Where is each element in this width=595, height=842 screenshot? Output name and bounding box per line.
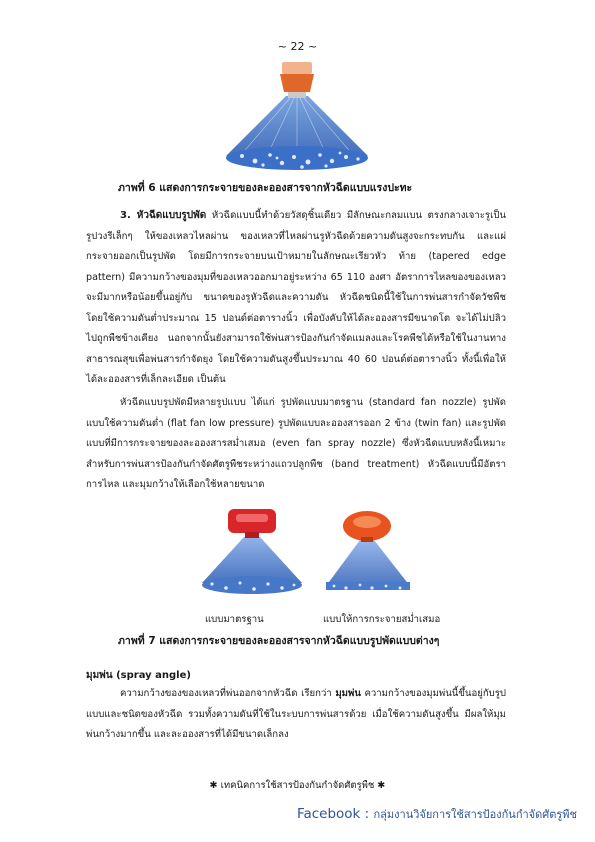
spray-angle-heading: มุมพ่น (spray angle)	[86, 670, 191, 681]
section-3-paragraph-2: หัวฉีดแบบรูปพัดมีหลายรูปแบบ ได้แก่ รูปพัดแบบมาตรฐาน (standard fan nozzle) รูปพัดแบบใช้ความดันต่ำ (flat fan low pressure) รูปพัดแบบละอองสารออก 2 ข้าง (twin fan) และรูปพัดแบบที่มีการกระจายของละอองสารสม่ำเสมอ (even fan spray nozzle) ซึ่งหัวฉีดแบบหลังนี้เหมาะสำหรับการพ่นสารป้องกันกำจัดศัตรูพืชระหว่างแถวปลูกพืช (band treatment) หัวฉีดแบบนี้มีอัตราการไหล และมุมกว้างให้เลือกใช้หลายขนาด	[86, 397, 506, 490]
section-3-paragraph-1-text: หัวฉีดแบบนี้ทำด้วยวัสดุชิ้นเดียว มีลักษณะกลมแบน ตรงกลางเจาะรูเป็นรูปวงรีเล็กๆ ให้ของเหลวไหลผ่าน ของเหลวที่ไหลผ่านรูหัวฉีดด้วยความดันสูงจะกระทบกัน และแผ่กระจายออกเป็นรูปพัด โดยมีการกระจายบนเป้าหมายในลักษณะเรียวหัว ท้าย (tapered edge pattern) มีความกว้างของมุมที่ของเหลวออกมาอยู่ระหว่าง 65 110 องศา อัตราการไหลของของเหลวจะมีมากหรือน้อยขึ้นอยู่กับ ขนาดของรูหัวฉีดและความดัน หัวฉีดชนิดนี้ใช้ในการพ่นสารกำจัดวัชพืช โดยใช้ความดันต่ำประมาณ 15 ปอนด์ต่อตารางนิ้ว เพื่อบังคับให้ได้ละอองสารมีขนาดโต จะได้ไม่ปลิวไปถูกพืชข้างเคียง นอกจากนั้นยังสามารถใช้พ่นสารป้องกันกำจัดแมลงและโรคพืชได้หรือใช้ในงานทางสาธารณสุขเพื่อพ่นสารกำจัดยุง โดยใช้ความดันสูงขึ้นประมาณ 40 60 ปอนด์ต่อตารางนิ้ว ทั้งนี้เพื่อให้ได้ละอองสารที่เล็กละเอียด เป็นต้น	[86, 210, 507, 385]
figure-6-image	[222, 58, 372, 176]
facebook-footer	[297, 805, 577, 823]
section-3-paragraph-1	[86, 206, 506, 391]
spray-angle-text-end: ความกว้างของมุมพ่นนี้ขึ้นอยู่กับรูปแบบและชนิดของหัวฉีด รวมทั้งความดันที่ใช้ในระบบการพ่นสารด้วย เมื่อใช้ความดันสูงขึ้น มีผลให้มุมพ่นกว้างมากขึ้น และละอองสารที่ได้มีขนาดเล็กลง	[86, 688, 506, 740]
figure-7-standard-fan-image	[200, 505, 305, 600]
spray-angle-text-start: ความกว้างของของเหลวที่พ่นออกจากหัวฉีด เรียกว่า	[120, 688, 336, 699]
footer-note: ✱ เทคนิคการใช้สารป้องกันกำจัดศัตรูพืช ✱	[209, 780, 386, 791]
figure-7-label-standard: แบบมาตรฐาน	[205, 614, 264, 625]
page-number: ~ 22 ~	[277, 40, 318, 53]
figure-6-caption: ภาพที่ 6 แสดงการกระจายของละอองสารจากหัวฉีดแบบแรงปะทะ	[118, 182, 413, 194]
figure-7-caption: ภาพที่ 7 แสดงการกระจายของละอองสารจากหัวฉีดแบบรูปพัดแบบต่างๆ	[118, 635, 440, 647]
facebook-label: Facebook :	[296, 806, 374, 822]
figure-7-even-fan-image	[322, 508, 412, 600]
section-3-heading: 3. หัวฉีดแบบรูปพัด	[120, 210, 207, 221]
facebook-group-link[interactable]: กลุ่มงานวิจัยการใช้สารป้องกันกำจัดศัตรูพืช	[373, 808, 577, 821]
spray-angle-paragraph	[86, 684, 506, 746]
figure-7-label-even: แบบให้การกระจายสม่ำเสมอ	[323, 614, 441, 625]
spray-angle-term: มุมพ่น	[335, 688, 361, 699]
